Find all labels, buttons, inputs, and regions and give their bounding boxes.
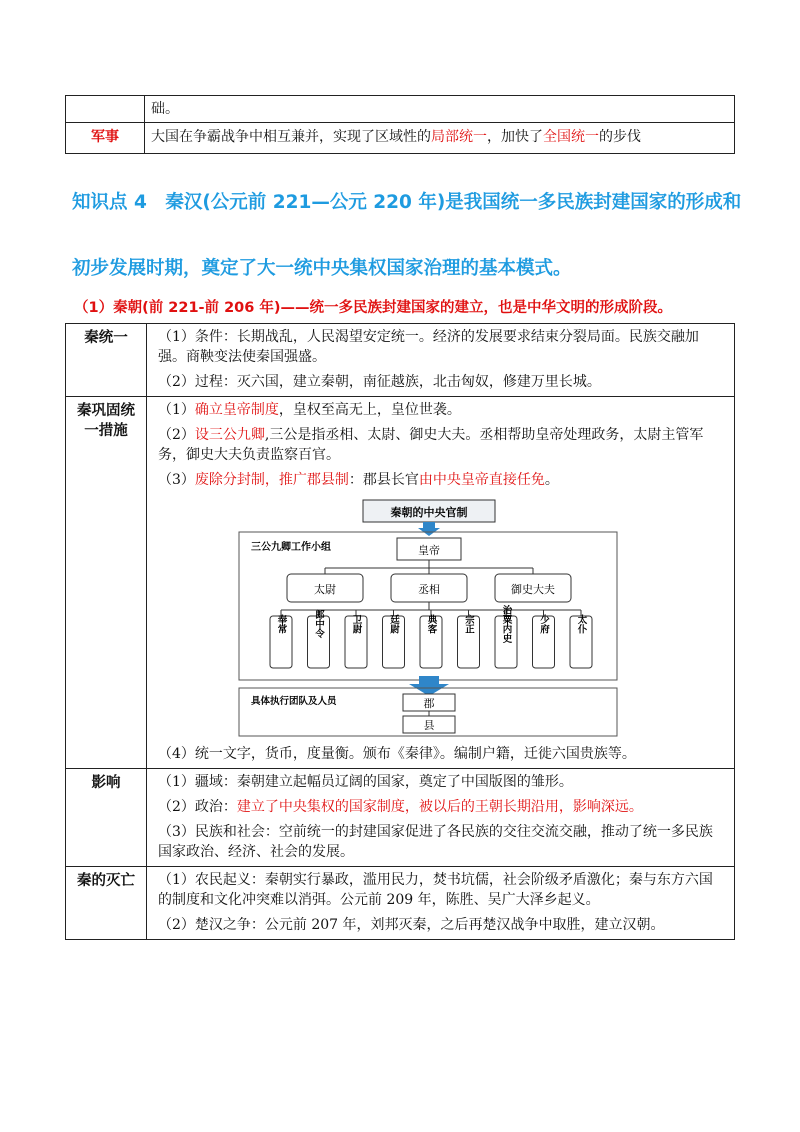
unify-process: （2）过程：灭六国，建立秦朝，南征越族，北击匈奴，修建万里长城。 xyxy=(158,374,601,390)
qin-central-government-diagram xyxy=(237,498,619,738)
sangong-label: 太尉 xyxy=(314,583,336,596)
sangong-label: 丞相 xyxy=(418,583,440,596)
label-qin-unify: 秦统一 xyxy=(66,324,147,397)
unify-condition: （1）条件：长期战乱，人民渴望安定统一。经济的发展要求结束分裂局面。民族交融加强。商鞅变法使秦国强盛。 xyxy=(158,329,699,365)
label-influence: 影响 xyxy=(66,769,147,867)
knowledge-point-heading-line1: 知识点 4 秦汉(公元前 221—公元 220 年)是我国统一多民族封建国家的形成和 xyxy=(72,192,742,213)
knowledge-point-heading-line2: 初步发展时期，奠定了大一统中央集权国家治理的基本模式。 xyxy=(72,258,572,279)
fall-chu-han: （2）楚汉之争：公元前 207 年，刘邦灭秦，之后再楚汉战争中取胜，建立汉朝。 xyxy=(158,917,665,933)
qin-subheading: （1）秦朝(前 221-前 206 年)——统一多民族封建国家的建立，也是中华文明的形成阶段。 xyxy=(74,300,673,316)
jiuqing-label: 廷尉 xyxy=(388,614,399,634)
measure-junxian: （3）废除分封制，推广郡县制：郡县长官由中央皇帝直接任免。 xyxy=(158,472,559,488)
content-qin-unify xyxy=(147,324,735,397)
jiuqing-label: 少府 xyxy=(538,614,549,634)
table-row xyxy=(66,397,735,769)
jiuqing-label: 奉常 xyxy=(275,614,287,634)
jiuqing-label: 典客 xyxy=(425,614,437,634)
label-qin-measures: 秦巩固统 一措施 xyxy=(66,397,147,769)
row-content: 础。 xyxy=(145,96,735,123)
jiuqing-label: 太仆 xyxy=(575,614,587,634)
influence-politics: （2）政治：建立了中央集权的国家制度，被以后的王朝长期沿用，影响深远。 xyxy=(158,799,643,815)
table-row xyxy=(66,324,735,397)
jiuqing-group xyxy=(270,604,592,668)
measure-sangong: （2）设三公九卿,三公是指丞相、太尉、御史大夫。丞相帮助皇帝处理政务，太尉主管军务，御史大夫负责监察百官。 xyxy=(158,427,704,463)
measure-standardization: （4）统一文字，货币，度量衡。颁布《秦律》。编制户籍，迁徙六国贵族等。 xyxy=(158,746,636,762)
diagram-title: 秦朝的中央官制 xyxy=(390,506,468,519)
measure-emperor: （1）确立皇帝制度，皇权至高无上，皇位世袭。 xyxy=(158,402,461,418)
jiuqing-label: 治粟内史 xyxy=(500,605,512,643)
exec-label: 具体执行团队及人员 xyxy=(251,696,337,707)
row-content-military: 大国在争霸战争中相互兼并，实现了区域性的局部统一，加快了全国统一的步伐 xyxy=(145,123,735,154)
jun-label: 郡 xyxy=(423,697,435,710)
content-influence xyxy=(147,769,735,867)
row-label-military: 军事 xyxy=(66,123,145,154)
jiuqing-label: 宗正 xyxy=(463,614,474,634)
row-label xyxy=(66,96,145,123)
down-arrow-icon xyxy=(418,522,440,536)
qin-table xyxy=(65,323,735,940)
content-qin-fall xyxy=(147,867,735,940)
table-row xyxy=(66,96,735,123)
jiuqing-label: 卫尉 xyxy=(350,614,362,634)
down-arrow-icon xyxy=(409,676,449,696)
emperor-label: 皇帝 xyxy=(418,544,440,557)
table-row xyxy=(66,123,735,154)
influence-society: （3）民族和社会：空前统一的封建国家促进了各民族的交往交流交融，推动了统一多民族国家政治、经济、社会的发展。 xyxy=(158,824,713,860)
jiuqing-label: 郎中令 xyxy=(313,609,324,639)
content-qin-measures xyxy=(147,397,735,769)
fall-uprising: （1）农民起义：秦朝实行暴政，滥用民力，焚书坑儒，社会阶级矛盾激化；秦与东方六国的制度和文化冲突难以消弭。公元前 209 年，陈胜、吴广大泽乡起义。 xyxy=(158,872,713,908)
influence-territory: （1）疆域：秦朝建立起幅员辽阔的国家，奠定了中国版图的雏形。 xyxy=(158,774,573,790)
sangong-label: 御史大夫 xyxy=(511,583,555,596)
label-qin-fall: 秦的灭亡 xyxy=(66,867,147,940)
top-table xyxy=(65,95,735,154)
xian-label: 县 xyxy=(423,719,435,732)
table-row xyxy=(66,867,735,940)
group-label: 三公九卿工作小组 xyxy=(251,542,331,553)
table-row xyxy=(66,769,735,867)
